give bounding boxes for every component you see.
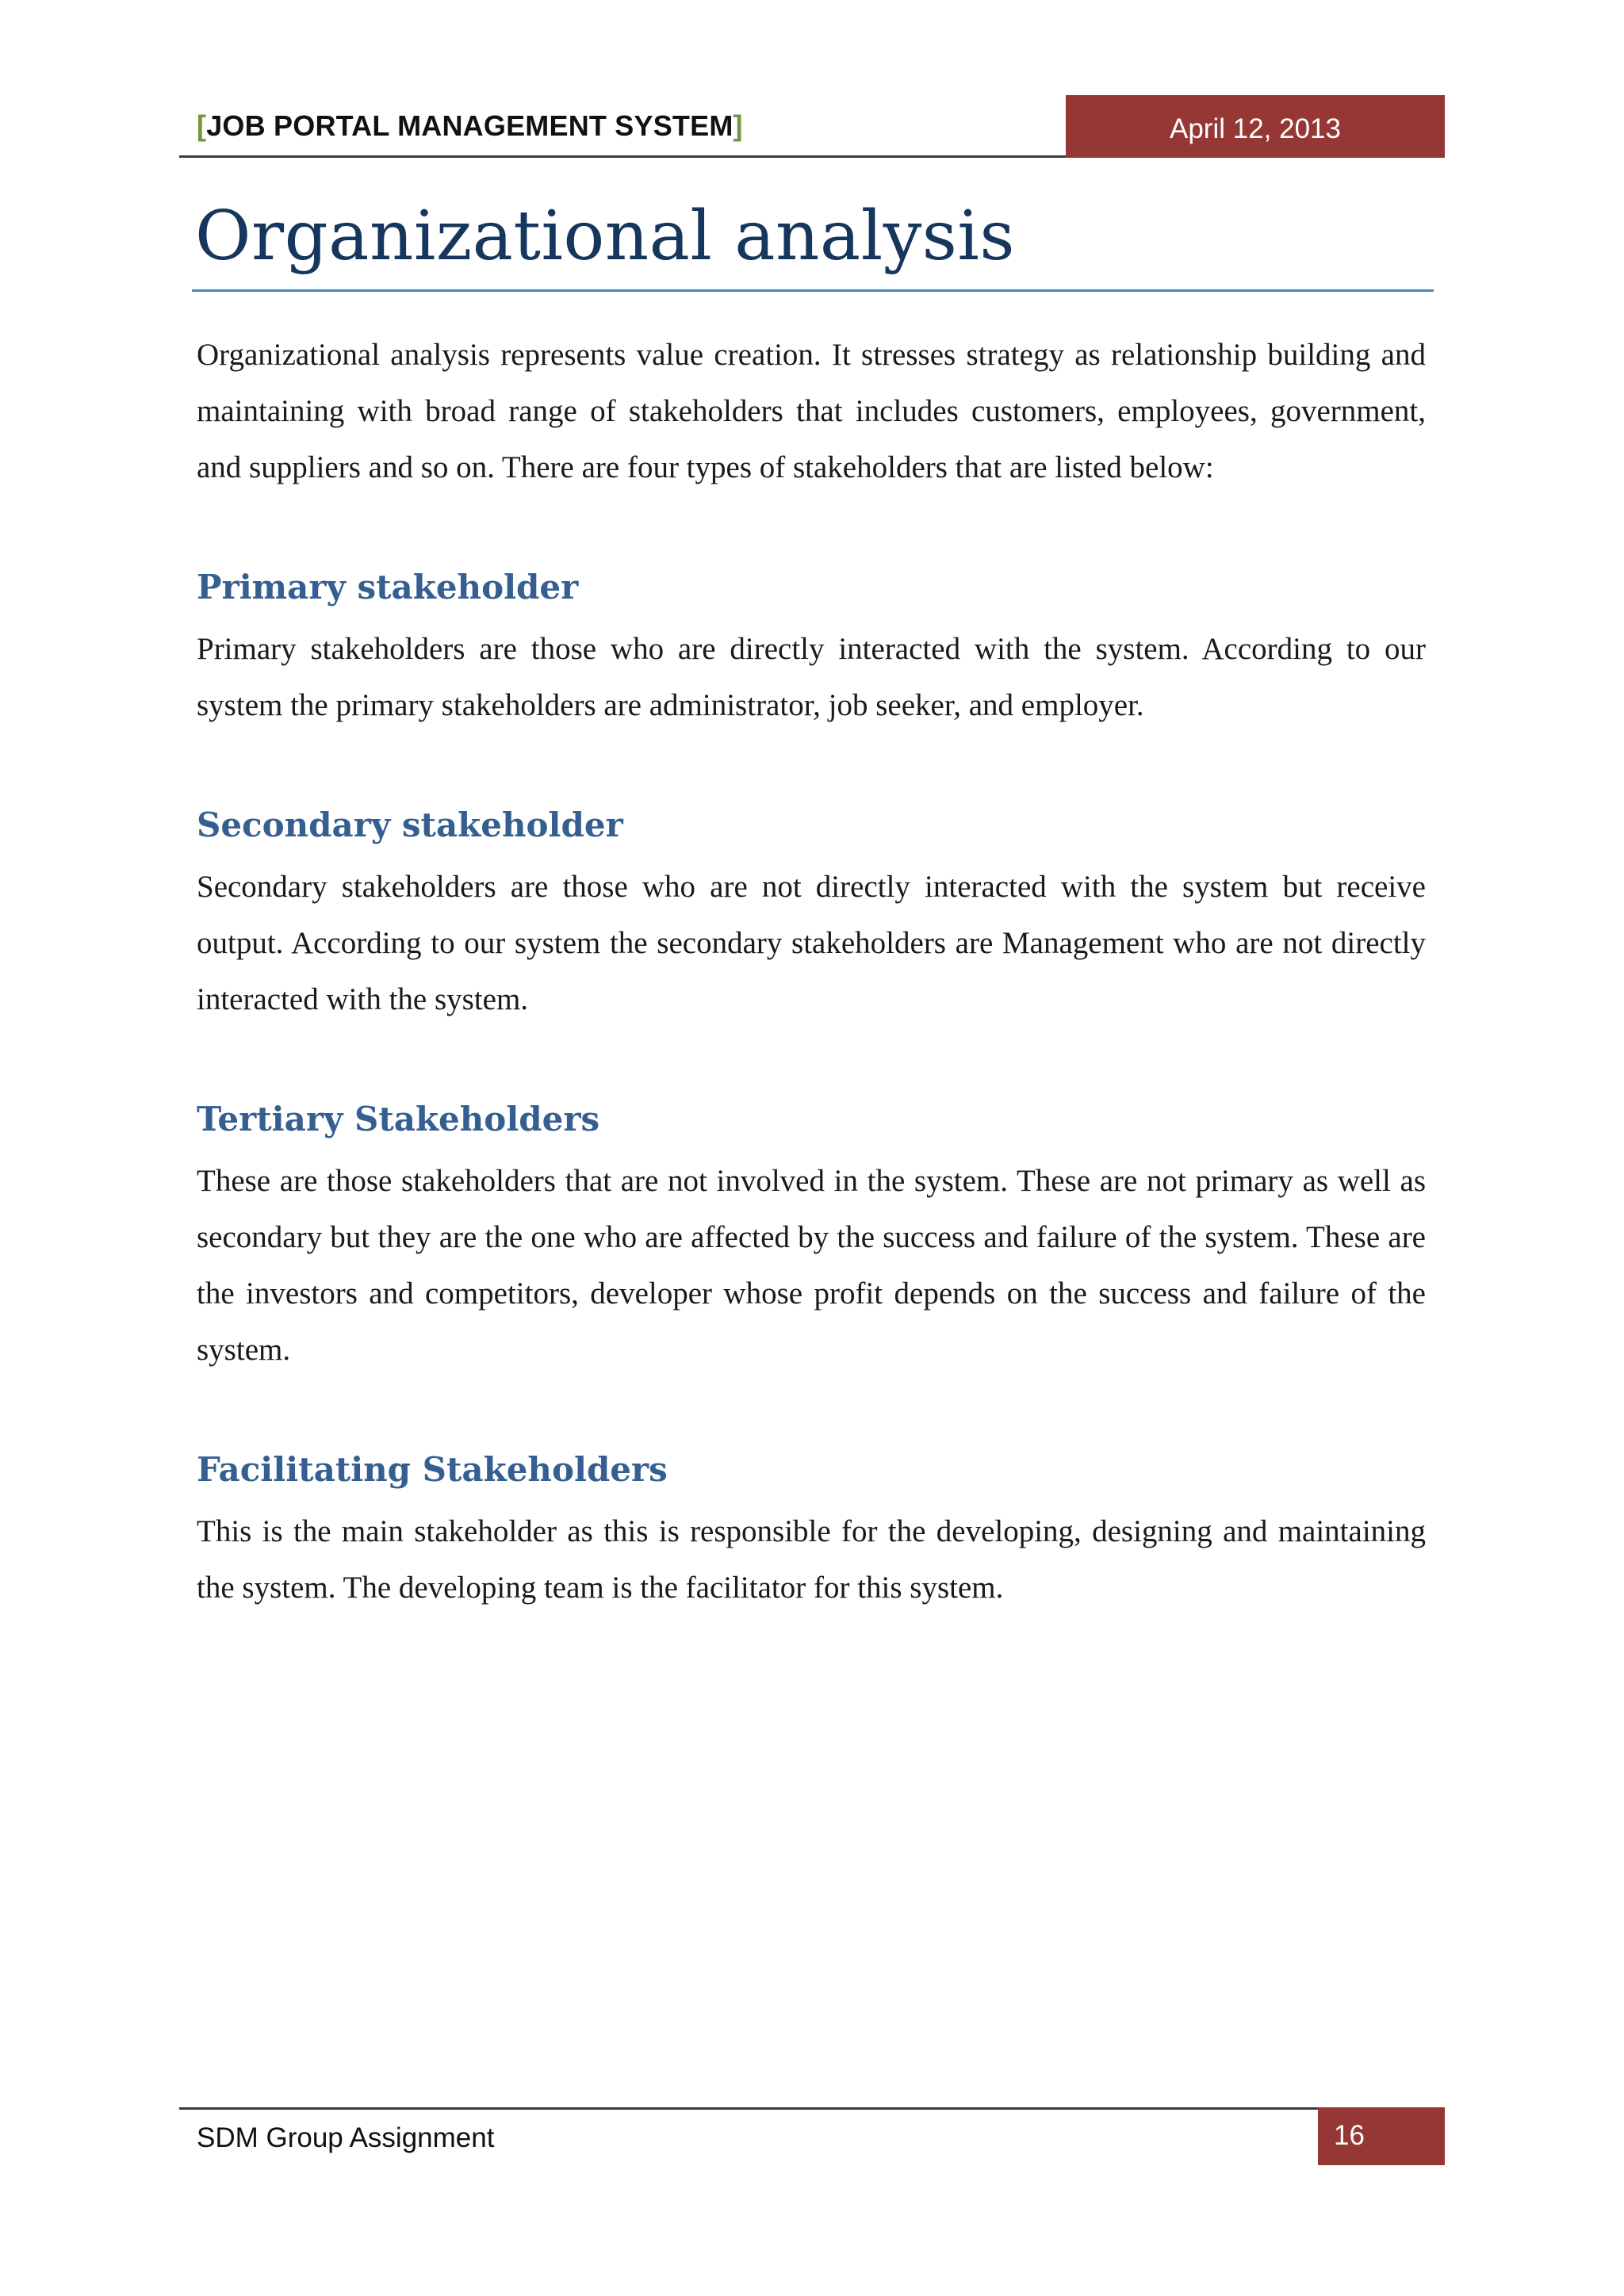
section-secondary-stakeholder bbox=[197, 802, 1426, 1027]
header-title bbox=[197, 109, 743, 143]
header-bracket-open: [ bbox=[197, 109, 207, 142]
page-footer bbox=[179, 2107, 1445, 2165]
section-primary-stakeholder bbox=[197, 564, 1426, 733]
title-underline bbox=[192, 289, 1434, 292]
section-heading: Secondary stakeholder bbox=[197, 806, 623, 844]
page-header bbox=[179, 95, 1445, 158]
header-title-text: JOB PORTAL MANAGEMENT SYSTEM bbox=[206, 109, 733, 142]
section-paragraph: Secondary stakeholders are those who are not directly interacted with the system but receive output. According to our system the secondary stakeholders are Management who are not directly interacted with the system. bbox=[197, 870, 1426, 1016]
page-number: 16 bbox=[1318, 2107, 1445, 2165]
section-heading: Facilitating Stakeholders bbox=[197, 1450, 668, 1489]
section-heading: Primary stakeholder bbox=[197, 568, 579, 607]
page-title: Organizational analysis bbox=[195, 197, 1016, 276]
header-bracket-close: ] bbox=[733, 109, 743, 142]
section-facilitating-stakeholders bbox=[197, 1446, 1426, 1616]
footer-text: SDM Group Assignment bbox=[197, 2122, 495, 2153]
header-date: April 12, 2013 bbox=[1066, 95, 1445, 158]
section-paragraph: Primary stakeholders are those who are directly interacted with the system. According to our system the primary stakeholders are administrator, job seeker, and employer. bbox=[197, 632, 1426, 722]
section-paragraph: This is the main stakeholder as this is responsible for the developing, designing and maintaining the system. The developing team is the facilitator for this system. bbox=[197, 1514, 1426, 1605]
intro-paragraph: Organizational analysis represents value creation. It stresses strategy as relationship building and maintaining with broad range of stakeholders that includes customers, employees, government, and suppliers and so on. There are four types of stakeholders that are listed below: bbox=[197, 338, 1426, 484]
section-paragraph: These are those stakeholders that are not involved in the system. These are not primary as well as secondary but they are the one who are affected by the success and failure of the system. These are the investors and competitors, developer whose profit depends on the success and failure of the system. bbox=[197, 1164, 1426, 1367]
section-heading: Tertiary Stakeholders bbox=[197, 1100, 600, 1138]
section-tertiary-stakeholders bbox=[197, 1096, 1426, 1378]
document-body bbox=[197, 327, 1426, 1616]
